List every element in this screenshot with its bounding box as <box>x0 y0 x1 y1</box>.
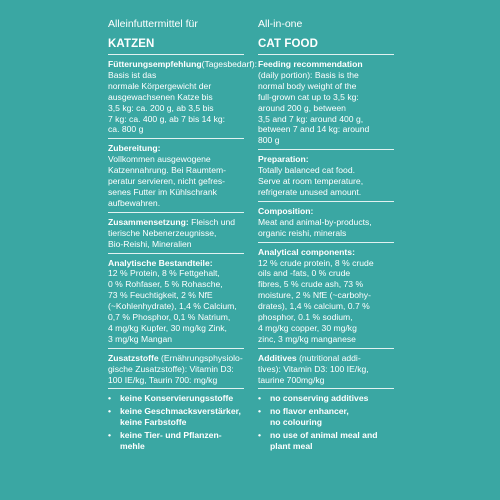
section-heading: Preparation: <box>258 154 309 165</box>
list-item: • keine Tier- und Pflanzen- mehle <box>108 430 244 452</box>
section-heading: Additives <box>258 352 297 363</box>
section-heading: Analytische Bestandteile: <box>108 257 213 268</box>
list-item: • no use of animal meal and plant meal <box>258 430 394 452</box>
list-item: • keine Konservierungsstoffe <box>108 393 244 404</box>
english-preparation-section <box>258 154 394 198</box>
english-feeding-section <box>258 59 394 146</box>
german-column <box>108 18 257 454</box>
english-title: CAT FOOD <box>258 38 318 50</box>
divider <box>258 388 394 389</box>
divider <box>108 212 244 213</box>
section-text: 12 % Protein, 8 % Fettgehalt, 0 % Rohfaser, 5 % Rohasche, 73 % Feuchtigkeit, 2 % NfE (~Kohlenhydrate), 1,4 % Calcium, 0,7 % Phosphor, 0,1 % Natrium, 4 mg/kg Kupfer, 30 mg/kg Zink, 3 mg/kg Mangan <box>108 268 237 344</box>
section-heading: Feeding recommendation <box>258 59 363 69</box>
section-text: Meat and animal-by-products, organic reishi, minerals <box>258 216 372 238</box>
section-heading: Zusammensetzung: <box>108 216 189 227</box>
english-lead: All-in-one <box>258 18 303 30</box>
list-item: • keine Geschmacksverstärker, keine Farbstoffe <box>108 406 244 428</box>
divider <box>108 348 244 349</box>
section-text: Totally balanced cat food. Serve at room temperature, refrigerate unused amount. <box>258 165 364 197</box>
divider <box>258 201 394 202</box>
section-heading: Zusatzstoffe <box>108 352 159 363</box>
section-text: (daily portion): Basis is the normal body weight of the full-grown cat up to 3,5 kg: around 200 g, between 3,5 and 7 kg: around 400 g, between 7 and 14 kg: around 800 g <box>258 69 370 146</box>
german-lead: Alleinfuttermittel für <box>108 18 198 30</box>
section-heading: Analytical components: <box>258 246 355 257</box>
german-title: KATZEN <box>108 38 155 50</box>
divider <box>258 54 394 55</box>
divider <box>108 253 244 254</box>
german-additives-section <box>108 353 244 386</box>
section-text: (Ernährungsphysiolo- gische Zusatzstoffe): Vitamin D3: 100 IE/kg, Taurin 700: mg/kg <box>108 352 243 385</box>
german-composition-section <box>108 217 244 250</box>
german-feeding-section <box>108 59 257 135</box>
section-heading: Composition: <box>258 205 314 216</box>
section-text: Fleisch und tierische Nebenerzeugnisse, Bio-Reishi, Mineralien <box>108 216 236 249</box>
german-preparation-section <box>108 143 244 208</box>
english-analytical-section <box>258 247 394 345</box>
german-analytical-section <box>108 258 244 345</box>
divider <box>258 149 394 150</box>
section-text: (nutritional addi- tives): Vitamin D3: 100 IE/kg, taurine 700mg/kg <box>258 352 369 385</box>
english-bullet-list <box>258 393 394 452</box>
english-composition-section <box>258 206 394 239</box>
section-text: Vollkommen ausgewogene Katzennahrung. Bei Raumtem- peratur servieren, nicht gefres- senes Futter im Kühlschrank aufbewahren. <box>108 154 226 208</box>
divider <box>258 242 394 243</box>
english-additives-section <box>258 353 394 386</box>
section-heading: Fütterungsempfehlung <box>108 59 202 69</box>
divider <box>108 388 244 389</box>
section-heading: Zubereitung: <box>108 143 161 154</box>
divider <box>108 138 244 139</box>
german-bullet-list <box>108 393 244 452</box>
list-item: • no conserving additives <box>258 393 394 404</box>
divider <box>258 348 394 349</box>
english-column <box>258 18 394 454</box>
section-text: (Tagesbedarf): Basis ist das normale Körpergewicht der ausgewachsenen Katze bis 3,5 kg: ca. 200 g, ab 3,5 bis 7 kg: ca. 400 g, ab 7 bis 14 kg: ca. 800 g <box>108 59 257 135</box>
list-item: • no flavor enhancer, no colouring <box>258 406 394 428</box>
section-text: 12 % crude protein, 8 % crude oils and -fats, 0 % crude fibres, 5 % crude ash, 73 % moisture, 2 % NfE (~carbohy- drates), 1,4 % calcium, 0.7 % phosphor, 0.1 % sodium, 4 mg/kg copper, 30 mg/kg zinc, 3 mg/kg manganese <box>258 257 374 344</box>
divider <box>108 54 244 55</box>
